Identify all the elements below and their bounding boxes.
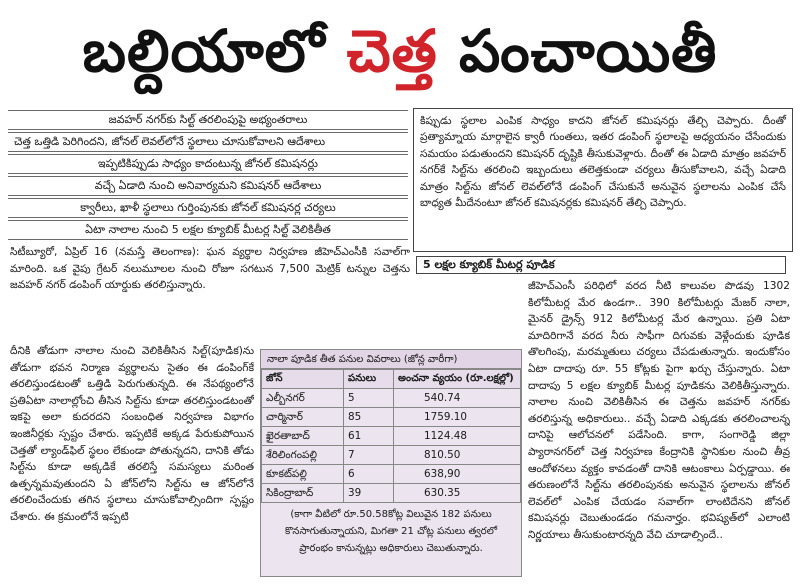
right-column bbox=[528, 278, 790, 583]
headline-part-3: పంచాయితీ bbox=[437, 17, 718, 85]
left-column-text: దీనికి తోడుగా నాలాల నుంచి వెలికితీసిన సిల్ట్(పూడిక)ను తోడుగా భవన నిర్మాణ వ్యర్థాలను సైతం ఈ డంపింగ్‌కే తరలిస్తుండటంతో ఒత్తిడి పెరుగుతున్నది. ఈ నేపథ్యంలోనే ప్రతిఏటా నాలాల్లోంచి తీసిన సిల్ట్‌ను కూడా తరలిస్తుండటంతో ఇకపై అలా కుదరదని సంబంధిత నిర్వహణ విభాగం ఇంజినీర్లకు స్పష్టం చేశారు. ఇప్పటికే అక్కడ పేరుకుపోయిన చెత్తతో ల్యాండ్‌ఫిల్ స్థలం లేకుండా పోతున్నదని, దానికి తోడు సిల్ట్‌ను కూడా అక్కడికే తరలిస్తే సమస్యలు మరింత ఉత్పన్నమవుతుందని ఏ జోన్‌లోని సిల్ట్‌ను ఆ జోన్‌లోనే తరలించేందుకు తగిన స్థలాలు చూసుకోవాల్సిందిగా స్పష్టం చేశారు. ఈ క్రమంలోనే ఇప్పటి bbox=[10, 345, 254, 523]
middle-column-text: కిప్పుడు స్థలాల ఎంపిక సాధ్యం కాదని జోనల్ కమిషనర్లు తేల్చి చెప్పారు. దీంతో ప్రత్యామ్నాయ మార్గాలైన క్వారీ గుంతలు, ఇతర డంపింగ్ స్థలాలపై అధ్యయనం చేసేందుకు సమయం పడుతుందని కమిషనర్ దృష్టికి తీసుకువెళ్లారు. దీంతో ఈ ఏడాది మాత్రం జవహర్ నగర్‌కే సిల్ట్‌ను తరలించి ఇబ్బందులు తలెత్తకుండా చర్యలు తీసుకోవాలని, వచ్చే ఏడాది మాత్రం సిల్ట్‌ను జోనల్ లెవల్‌లోనే డంపింగ్ చేసుకునే అనువైన స్థలాలను ఎంపిక చేసే బాధ్యత మీదేనంటూ జోనల్ కమిషనర్లకు కమిషనర్ తేల్చి చెప్పారు. bbox=[420, 115, 786, 210]
cell-cost: 540.74 bbox=[394, 389, 521, 408]
intro-text: సిటీబ్యూరో, ఏప్రిల్ 16 (నమస్తే తెలంగాణ): ఘన వ్యర్థాల నిర్వహణ జీహెచ్ఎంసీకి సవాల్‌గా మారింది. ఒక వైపు గ్రేటర్ నలుమూలల నుంచి రోజూ సగటున 7,500 మెట్రిక్ టన్నుల చెత్తను జవహర్ నగర్ డంపింగ్ యార్డుకు తరలిస్తున్నారు. bbox=[10, 246, 410, 292]
cell-zone: చార్మినార్ bbox=[262, 408, 344, 427]
cell-works: 6 bbox=[344, 465, 394, 484]
cell-cost: 1759.10 bbox=[394, 408, 521, 427]
table-title: నాలా పూడిక తీత పనుల వివరాలు (జోన్ల వారీగా) bbox=[261, 350, 521, 369]
header-works: పనులు bbox=[344, 370, 394, 389]
cell-zone: ఖైరతాబాద్ bbox=[262, 427, 344, 446]
cell-zone: ఎల్బీనగర్ bbox=[262, 389, 344, 408]
headline-part-2: చెత్త bbox=[346, 17, 438, 85]
continued-text-box bbox=[413, 108, 793, 252]
sub-heading: 5 లక్షల క్యూబిక్ మీటర్ల పూడిక bbox=[416, 256, 786, 274]
cell-works: 39 bbox=[344, 484, 394, 503]
cell-cost: 1124.48 bbox=[394, 427, 521, 446]
strap-5: క్వారీలు, ఖాళీ స్థలాలు గుర్తింపునకు జోనల్ కమిషనర్ల చర్యలు bbox=[8, 198, 408, 218]
table-row bbox=[262, 408, 521, 427]
strap-1: జవహర్ నగర్‌కు సిల్ట్ తరలింపుపై అభ్యంతరాలు bbox=[8, 110, 408, 130]
table-row bbox=[262, 427, 521, 446]
header-zone: జోన్ bbox=[262, 370, 344, 389]
table-row bbox=[262, 446, 521, 465]
cell-works: 7 bbox=[344, 446, 394, 465]
strap-4: వచ్చే ఏడాది నుంచి అనివార్యమని కమిషనర్ ఆదేశాలు bbox=[8, 176, 408, 196]
intro-paragraph bbox=[10, 244, 410, 342]
cell-works: 85 bbox=[344, 408, 394, 427]
cell-cost: 638,90 bbox=[394, 465, 521, 484]
headline bbox=[0, 2, 800, 100]
cell-cost: 810.50 bbox=[394, 446, 521, 465]
cell-zone: సికింద్రాబాద్ bbox=[262, 484, 344, 503]
cell-zone: శేరిలింగంపల్లి bbox=[262, 446, 344, 465]
strap-6: ఏటా నాలాల నుంచి 5 లక్షల క్యూబిక్ మీటర్ల సిల్ట్ వెలికితీత bbox=[8, 220, 408, 240]
table-note: (కాగా వీటిలో రూ.50.58కోట్ల విలువైన 182 పనులు కొనసాగుతున్నాయని, మిగతా 21 చోట్ల పనులు త్వరలో ప్రారంభం కానున్నట్లు అధికారులు చెబుతున్నారు. bbox=[284, 509, 498, 554]
headline-part-1: బల్దియాలో bbox=[82, 17, 347, 85]
cell-zone: కూకట్‌పల్లి bbox=[262, 465, 344, 484]
right-column-text: జీహెచ్ఎంసీ పరిధిలో వరద నీటి కాలువల పొడవు 1302 కిలోమీటర్ల మేర ఉండగా.. 390 కిలోమీటర్లు మేజర్ నాలా, మైనర్ డ్రైన్స్ 912 కిలోమీటర్ల మేర ఉన్నాయి. ప్రతి ఏటా మాదిరిగానే వరద నీరు సాఫీగా దిగువకు వెళ్లేందుకు పూడిక తొలగింపు, మరమ్మతులు చర్యలు చేపడుతున్నారు. ఇందుకోసం ఏటా దాదాపు రూ. 55 కోట్లకు పైగా ఖర్చు చేస్తున్నారు. ఏటా దాదాపు 5 లక్షల క్యూబిక్ మీటర్ల పూడికను వెలికితీస్తున్నారు. నాలాల నుంచి వెలికితీసిన ఈ చెత్తను జవహర్ నగర్‌కు తరలిస్తున్న అధికారులు.. వచ్చే ఏడాది ఎక్కడకు తరలించాలన్న దానిపై ఆలోచనలో పడేసింది. కాగా, సంగారెడ్డి జిల్లా ప్యారానగర్‌లో చెత్త నిర్వహణ కేంద్రానికి స్థానికుల నుంచి తీవ్ర ఆందోళనలు వ్యక్తం కావడంతో దానికి ఆటంకాలు ఏర్పడ్డాయి. ఈ తరుణంలోనే సిల్ట్‌ను తరలింపునకు అనువైన స్థలాలను జోనల్ లెవల్‌లో ఎంపిక చేయడం సవాల్‌గా లాంటిదేనని జోనల్ కమిషనర్లు చెబుతుండడం గమనార్హం. భవిష్యత్‌లో ఎలాంటి నిర్ణయాలు తీసుకుంటారన్నది వేచి చూడాల్సిందే.. bbox=[528, 280, 790, 541]
strap-3: ఇప్పటికిప్పుడు సాధ్యం కాదంటున్న జోనల్ కమిషనర్లు bbox=[8, 154, 408, 174]
left-column bbox=[10, 343, 254, 583]
cell-works: 61 bbox=[344, 427, 394, 446]
table-header-row bbox=[262, 370, 521, 389]
zone-table-box bbox=[260, 349, 522, 577]
cell-cost: 630.35 bbox=[394, 484, 521, 503]
table-row bbox=[262, 389, 521, 408]
table-row bbox=[262, 465, 521, 484]
table-row bbox=[262, 484, 521, 503]
strap-2: చెత్త ఒత్తిడి పెరిగిందని, జోనల్ లెవల్‌లోనే స్థలాలు చూసుకోవాలని ఆదేశాలు bbox=[8, 132, 408, 152]
header-cost: అంచనా వ్యయం (రూ.లక్షల్లో) bbox=[394, 370, 521, 389]
zone-table bbox=[261, 369, 521, 503]
cell-works: 5 bbox=[344, 389, 394, 408]
